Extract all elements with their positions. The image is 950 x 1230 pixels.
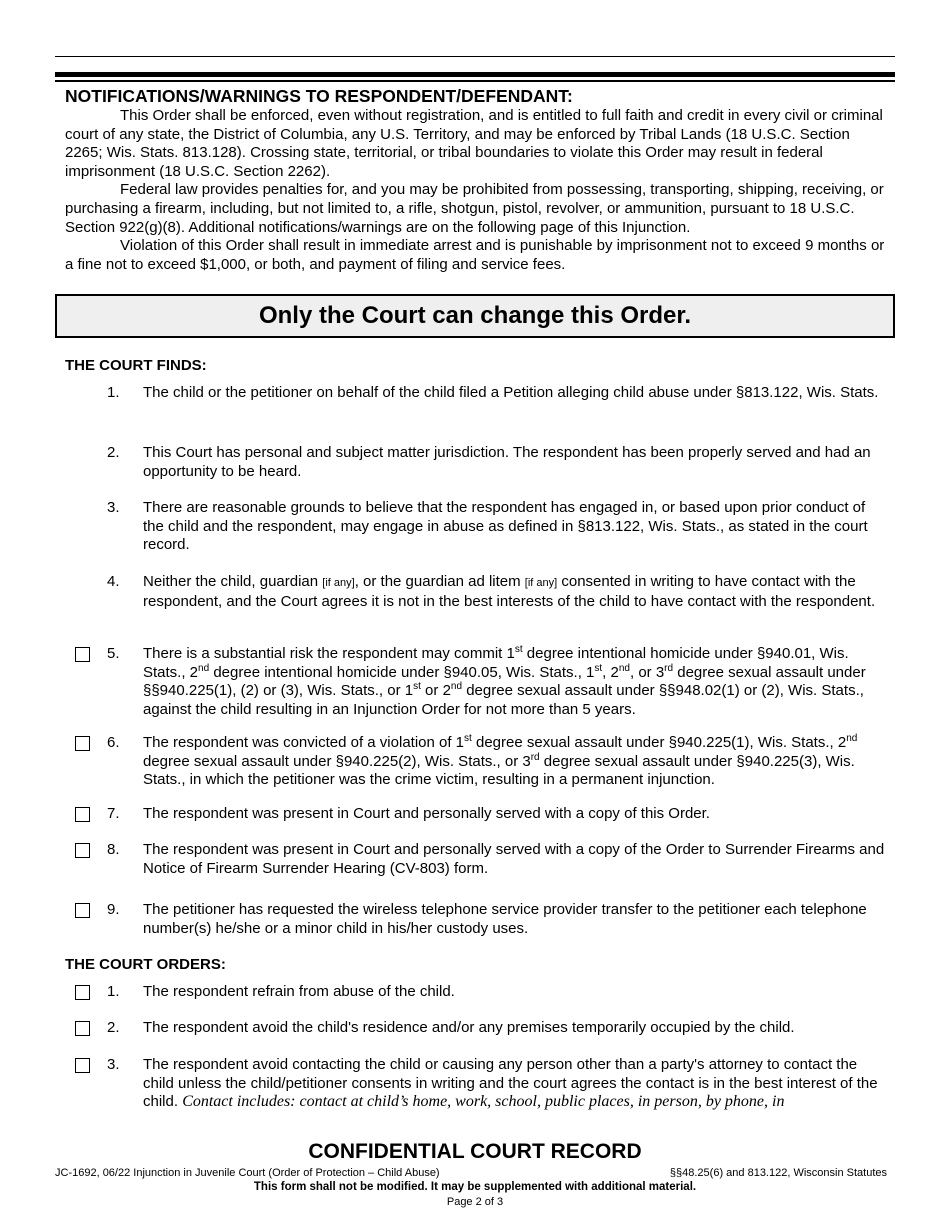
ordinal: st [413, 681, 421, 693]
finding-8-checkbox[interactable] [75, 843, 90, 858]
item-number: 5. [107, 645, 120, 662]
text-run: The respondent was convicted of a violation of 1 [143, 734, 465, 751]
ordinal: st [464, 733, 472, 744]
ordinal: nd [450, 681, 463, 693]
finding-7-checkbox[interactable] [75, 807, 90, 822]
ordinal: nd [846, 733, 858, 744]
text-run: degree sexual assault under §940.225(2), Wis. Stats., or 3 [143, 752, 531, 770]
modification-note: This form shall not be modified. It may be supplemented with additional material. [253, 1181, 697, 1193]
if-any-note: [if any] [322, 577, 355, 589]
notification-paragraph: Violation of this Order shall result in immediate arrest and is punishable by imprisonment not to exceed 9 months or a fine not to exceed $1,000, or both, and payment of filing and service fees. [65, 237, 885, 273]
item-number: 4. [107, 573, 120, 590]
notifications-body [65, 107, 890, 274]
text-run: consented in writing to have contact with the respondent, and the Court agrees it is not in the best interests of the child to have contact with the respondent. [143, 573, 876, 610]
page-number: Page 2 of 3 [446, 1196, 504, 1208]
text-run: degree sexual assault under §§940.225(1), (2) or (3), Wis. Stats., or 1 [143, 663, 866, 700]
ordinal: st [594, 662, 603, 674]
item-text: The respondent refrain from abuse of the child. [143, 983, 455, 1000]
if-any-note: [if any] [524, 577, 558, 589]
court-change-banner: Only the Court can change this Order. [55, 294, 895, 338]
item-text: The child or the petitioner on behalf of the child filed a Petition alleging child abuse under §813.122, Wis. Stats. [143, 384, 879, 401]
contact-definition: Contact includes: contact at child’s home, work, school, public places, in person, by phone, in [182, 1093, 785, 1111]
item-text: The respondent was present in Court and personally served with a copy of the Order to Surrender Firearms and Notice of Firearm Surrender Hearing (CV-803) form. [143, 841, 885, 877]
ordinal: nd [618, 662, 630, 674]
finding-6-checkbox[interactable] [75, 736, 90, 751]
notification-paragraph: Federal law provides penalties for, and you may be prohibited from possessing, transporting, shipping, receiving, or purchasing a firearm, including, but not limited to, a rifle, shotgun, pistol, revolver, or ammunition, pursuant to 18 U.S.C. Section 922(g)(8). Additional notifications/warnings are on the following page of this Injunction. [65, 181, 884, 236]
item-text: This Court has personal and subject matter jurisdiction. The respondent has been properly served and had an opportunity to be heard. [143, 444, 871, 480]
item-number: 3. [107, 1056, 120, 1073]
court-orders-heading: THE COURT ORDERS: [65, 956, 226, 973]
item-number: 9. [107, 901, 120, 918]
text-run: or 2 [420, 682, 451, 700]
item-number: 6. [107, 734, 120, 751]
order-3-checkbox[interactable] [75, 1058, 90, 1073]
top-thin-rule [55, 56, 895, 57]
item-number: 1. [107, 384, 120, 401]
ordinal: nd [198, 662, 210, 674]
notification-paragraph: This Order shall be enforced, even without registration, and is entitled to full faith and credit in every civil or criminal court of any state, the District of Columbia, any U.S. Territory, and may be enforced by Tribal Lands (18 U.S.C. Section 2265; Wis. Stats. 813.128). Crossing state, territorial, or tribal boundaries to violate this Order may result in federal imprisonment (18 U.S.C. Section 2262). [65, 107, 883, 180]
ordinal: rd [664, 662, 674, 674]
finding-5-checkbox[interactable] [75, 647, 90, 662]
text-run: , or the guardian ad litem [354, 573, 525, 590]
court-finds-heading: THE COURT FINDS: [65, 357, 207, 374]
ordinal: st [514, 644, 523, 655]
statutes-reference: §§48.25(6) and 813.122, Wisconsin Statutes [669, 1167, 887, 1179]
item-text [143, 573, 888, 611]
ordinal: rd [530, 751, 540, 763]
text-run: degree sexual assault under §940.225(1), Wis. Stats., 2 [471, 734, 847, 751]
item-text: The respondent avoid the child's residence and/or any premises temporarily occupied by the child. [143, 1019, 795, 1036]
top-double-rule [55, 80, 895, 82]
top-thick-rule [55, 72, 895, 77]
text-run: degree intentional homicide under §940.05, Wis. Stats., 1 [209, 663, 595, 681]
finding-9-checkbox[interactable] [75, 903, 90, 918]
item-number: 2. [107, 444, 120, 461]
text-run: , or 3 [629, 663, 665, 681]
text-run: degree intentional homicide under §940.01, Wis. Stats., 2 [143, 645, 849, 681]
item-number: 2. [107, 1019, 120, 1036]
text-run: Neither the child, guardian [143, 573, 323, 590]
text-run: degree sexual assault under §940.225(3), Wis. Stats., in which the petitioner was the crime victim, resulting in a permanent injunction. [143, 752, 855, 789]
order-1-checkbox[interactable] [75, 985, 90, 1000]
item-text: There are reasonable grounds to believe that the respondent has engaged in, or based upon prior conduct of the child and the respondent, may engage in abuse as defined in §813.122, Wis. Stats., as stated in the court record. [143, 499, 868, 554]
text-run: , 2 [602, 663, 619, 681]
item-text: The respondent was present in Court and personally served with a copy of this Order. [143, 805, 710, 822]
item-text: The petitioner has requested the wireless telephone service provider transfer to the petitioner each telephone number(s) he/she or a minor child in his/her custody uses. [143, 901, 867, 937]
item-text [143, 1056, 888, 1112]
item-number: 7. [107, 805, 120, 822]
item-number: 8. [107, 841, 120, 858]
text-run: There is a substantial risk the respondent may commit 1 [143, 645, 515, 662]
notifications-title: NOTIFICATIONS/WARNINGS TO RESPONDENT/DEFENDANT: [65, 86, 573, 106]
item-number: 1. [107, 983, 120, 1000]
item-number: 3. [107, 499, 120, 516]
text-run: degree sexual assault under §§948.02(1) or (2), Wis. Stats., against the child resulting in an Injunction Order for not more than 5 years. [143, 682, 864, 718]
text-run: The respondent avoid contacting the child or causing any person other than a party's attorney to contact the child unless the child/petitioner consents in writing and the court agrees the contact is in the best interest of the child. [143, 1056, 878, 1111]
item-text [143, 734, 888, 790]
order-2-checkbox[interactable] [75, 1021, 90, 1036]
item-text [143, 645, 888, 719]
form-id: JC-1692, 06/22 Injunction in Juvenile Court (Order of Protection – Child Abuse) [55, 1167, 440, 1179]
confidential-record-label: CONFIDENTIAL COURT RECORD [308, 1140, 642, 1163]
